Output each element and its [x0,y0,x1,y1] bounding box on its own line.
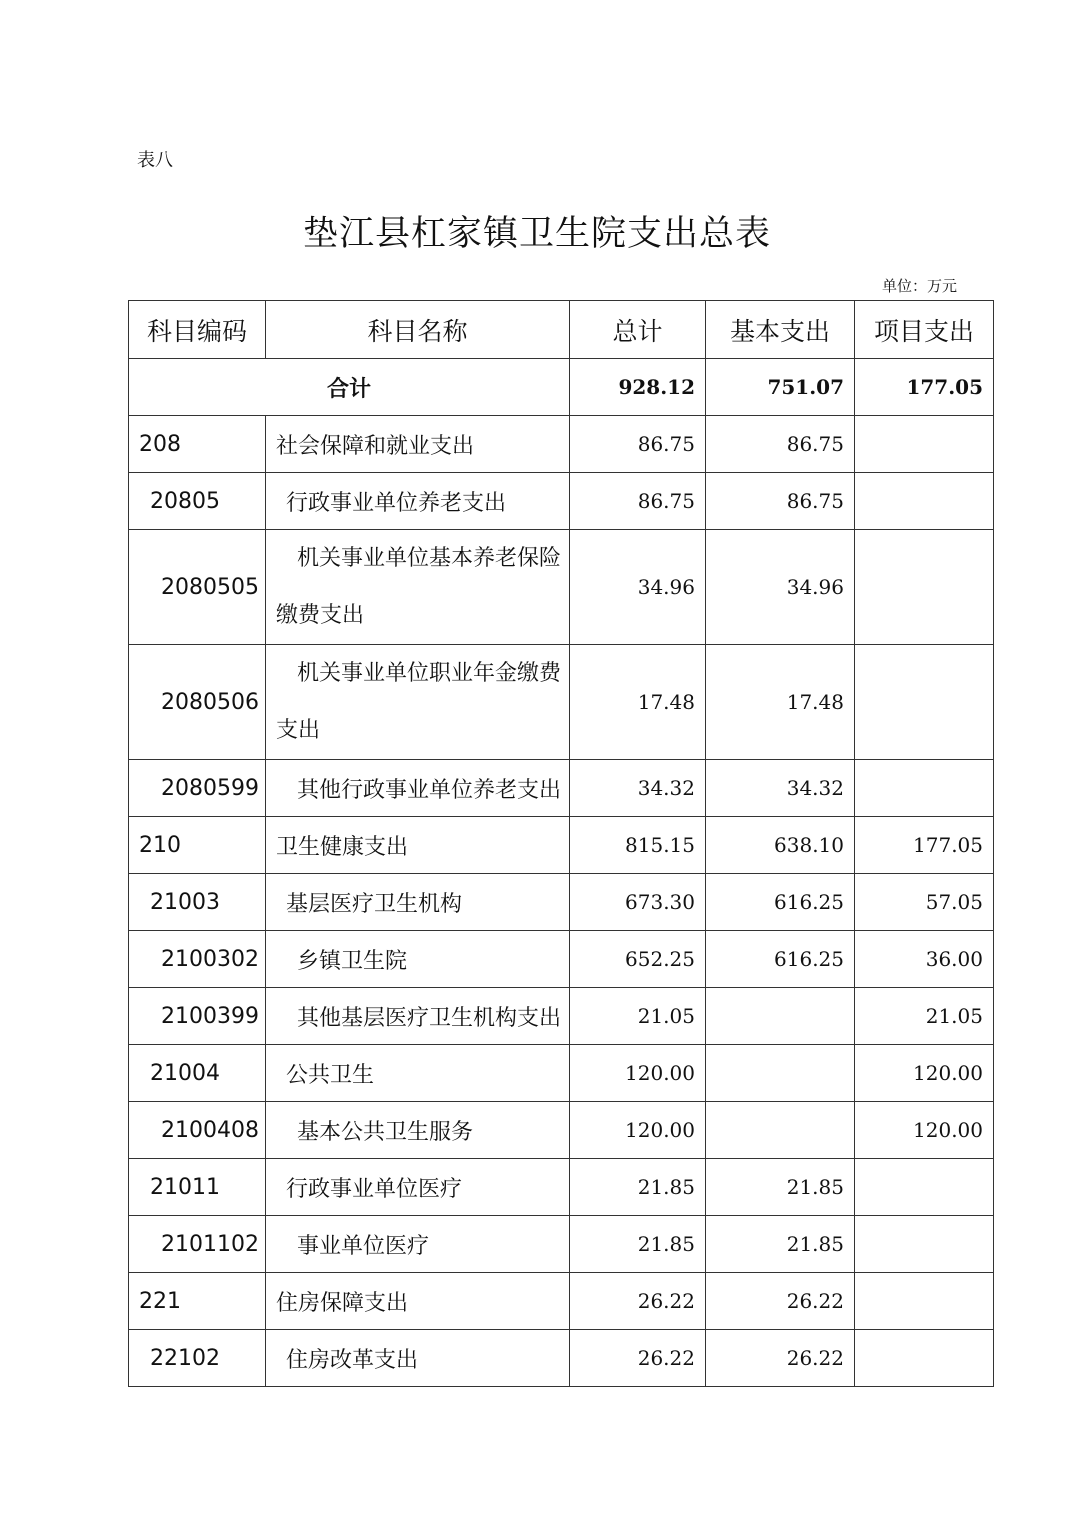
table-row [129,1330,994,1387]
row-basic [706,1102,855,1159]
row-name-text: 行政事业单位养老支出 [286,490,507,516]
row-name-text: 其他行政事业单位养老支出 [297,777,562,803]
row-name [266,1045,570,1102]
table-row [129,530,994,645]
table-row [129,645,994,760]
row-basic: 34.96 [706,530,855,645]
table-row [129,1045,994,1102]
table-row [129,988,994,1045]
row-total: 26.22 [570,1273,706,1330]
row-total: 652.25 [570,931,706,988]
row-name [266,988,570,1045]
row-basic: 616.25 [706,874,855,931]
table-row [129,1273,994,1330]
row-code: 210 [129,817,266,874]
row-project: 21.05 [855,988,994,1045]
row-name: 社会保障和就业支出 [266,416,570,473]
row-code: 2100302 [129,931,266,988]
total-label: 合计 [129,359,570,416]
header-total: 总计 [570,301,706,359]
table-number-label: 表八 [137,150,173,171]
row-name-text: 住房改革支出 [286,1347,419,1373]
row-name [266,1102,570,1159]
row-name [266,874,570,931]
row-code: 2080506 [129,645,266,760]
row-code: 20805 [129,473,266,530]
row-code: 22102 [129,1330,266,1387]
row-total: 21.85 [570,1159,706,1216]
row-project: 177.05 [855,817,994,874]
row-total: 86.75 [570,416,706,473]
row-project [855,645,994,760]
table-row [129,760,994,817]
row-project [855,530,994,645]
row-total: 815.15 [570,817,706,874]
table-row [129,817,994,874]
row-total: 673.30 [570,874,706,931]
row-code: 221 [129,1273,266,1330]
row-basic: 34.32 [706,760,855,817]
header-basic: 基本支出 [706,301,855,359]
row-basic: 638.10 [706,817,855,874]
table-row [129,874,994,931]
row-name-text: 事业单位医疗 [297,1233,430,1259]
row-code: 208 [129,416,266,473]
row-name: 卫生健康支出 [266,817,570,874]
row-code: 2080505 [129,530,266,645]
row-project [855,1273,994,1330]
row-name-text: 行政事业单位医疗 [286,1176,463,1202]
row-project [855,1330,994,1387]
total-basic: 751.07 [706,359,855,416]
header-project: 项目支出 [855,301,994,359]
row-name-text: 公共卫生 [286,1062,375,1088]
row-name-text: 乡镇卫生院 [297,948,408,974]
row-code: 21004 [129,1045,266,1102]
row-name [266,530,570,645]
row-code: 2080599 [129,760,266,817]
total-sum: 928.12 [570,359,706,416]
row-basic: 26.22 [706,1273,855,1330]
row-name [266,1330,570,1387]
row-name-text: 基本公共卫生服务 [297,1119,474,1145]
table-row [129,1102,994,1159]
row-code: 2100399 [129,988,266,1045]
document-title: 垫江县杠家镇卫生院支出总表 [302,214,771,254]
row-project: 120.00 [855,1102,994,1159]
table-header-row [129,301,994,359]
total-row [129,359,994,416]
row-project [855,760,994,817]
row-name: 住房保障支出 [266,1273,570,1330]
row-total: 34.96 [570,530,706,645]
row-name [266,473,570,530]
header-name: 科目名称 [266,301,570,359]
row-name-text: 机关事业单位职业年金缴费支出 [276,661,562,743]
row-project [855,1216,994,1273]
row-project: 36.00 [855,931,994,988]
table-row [129,1159,994,1216]
row-basic [706,1045,855,1102]
row-project [855,416,994,473]
row-code: 21003 [129,874,266,931]
total-project: 177.05 [855,359,994,416]
expenditure-table [128,300,994,1387]
table-row [129,1216,994,1273]
row-total: 34.32 [570,760,706,817]
row-basic: 21.85 [706,1216,855,1273]
row-code: 2101102 [129,1216,266,1273]
header-code: 科目编码 [129,301,266,359]
row-total: 26.22 [570,1330,706,1387]
row-name [266,931,570,988]
row-name [266,1159,570,1216]
row-code: 2100408 [129,1102,266,1159]
row-name-text: 其他基层医疗卫生机构支出 [297,1005,562,1031]
row-project: 120.00 [855,1045,994,1102]
row-project: 57.05 [855,874,994,931]
row-name-text: 机关事业单位基本养老保险缴费支出 [276,546,562,628]
row-total: 21.05 [570,988,706,1045]
row-basic [706,988,855,1045]
row-project [855,473,994,530]
row-name [266,760,570,817]
row-total: 120.00 [570,1102,706,1159]
table-row [129,416,994,473]
row-project [855,1159,994,1216]
unit-label: 单位：万元 [882,277,958,295]
row-basic: 21.85 [706,1159,855,1216]
row-basic: 616.25 [706,931,855,988]
row-basic: 86.75 [706,473,855,530]
row-basic: 86.75 [706,416,855,473]
row-total: 17.48 [570,645,706,760]
row-basic: 26.22 [706,1330,855,1387]
row-name [266,1216,570,1273]
row-name-text: 基层医疗卫生机构 [286,891,463,917]
row-total: 120.00 [570,1045,706,1102]
row-total: 21.85 [570,1216,706,1273]
row-basic: 17.48 [706,645,855,760]
row-total: 86.75 [570,473,706,530]
table-row [129,473,994,530]
table-row [129,931,994,988]
row-name [266,645,570,760]
row-code: 21011 [129,1159,266,1216]
